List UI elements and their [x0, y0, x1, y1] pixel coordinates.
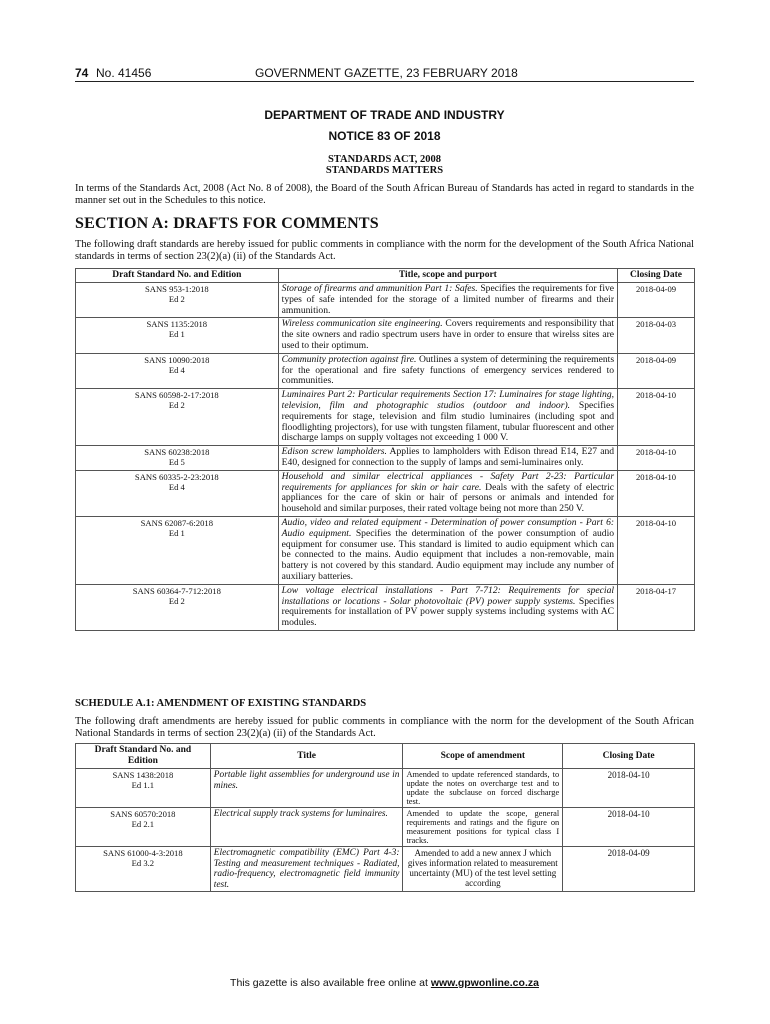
- draft-standard-cell: [76, 446, 279, 471]
- scope-text: Outlines a system of determining the requirements for the operational and fire safety functions of emergency services rendered to communities.: [281, 353, 615, 387]
- col-header-standard: Draft Standard No. and Edition: [76, 744, 211, 769]
- draft-standard-cell: [76, 353, 279, 388]
- standard-edition: Ed 4: [168, 364, 185, 375]
- table-row: [76, 847, 695, 892]
- col-header-closing-date: Closing Date: [563, 744, 695, 769]
- scope-cell: Amended to update the scope, general requirements and ratings and the figure on measurement positions for typical class I tracks.: [403, 808, 563, 847]
- standard-edition: Ed 2: [168, 400, 185, 411]
- table-row: [76, 769, 695, 808]
- title-cell: Electromagnetic compatibility (EMC) Part 4-3: Testing and measurement techniques - Radiated, radio-frequency, electromagnetic field immunity test.: [210, 847, 403, 892]
- table-row: [76, 318, 695, 353]
- title-scope-cell: [278, 446, 617, 471]
- standard-edition: Ed 2.1: [131, 819, 155, 829]
- standard-number: SANS 62087-6:2018: [140, 517, 213, 528]
- scope-text: Specifies the determination of the power consumption of audio equipment for consumer use. This standard is limited to audio equipment which can be connected to the mains. Audio equipment that includes a non-removable, main battery is not covered by this standard. Audio equipment may include any number of auxiliary batteries.: [281, 527, 615, 582]
- table-row: [76, 283, 695, 318]
- schedule-a1-intro: The following draft amendments are hereby issued for public comments in compliance with the norm for the development of the South African National Standards in terms of section 23(2)(a) (ii) of the Standards Act.: [75, 716, 694, 739]
- closing-date-cell: 2018-04-10: [563, 808, 695, 847]
- standard-edition: Ed 5: [168, 457, 185, 468]
- closing-date-cell: 2018-04-10: [618, 470, 695, 516]
- table-row: [76, 353, 695, 388]
- footer: [75, 977, 694, 989]
- table-row: [76, 389, 695, 446]
- table-row: [76, 516, 695, 584]
- closing-date-cell: 2018-04-17: [618, 584, 695, 630]
- amendments-table: [75, 743, 695, 892]
- col-header-closing-date: Closing Date: [618, 269, 695, 283]
- standard-number: SANS 61000-4-3:2018: [103, 848, 183, 858]
- intro-paragraph: In terms of the Standards Act, 2008 (Act No. 8 of 2008), the Board of the South African Bureau of Standards has acted in regard to standards in the manner set out in the Schedules to this notice.: [75, 183, 694, 206]
- header-rule: [75, 81, 694, 82]
- col-header-title: Title: [210, 744, 403, 769]
- closing-date-cell: 2018-04-03: [618, 318, 695, 353]
- title-italic: Household and similar electrical appliances - Safety Part 2-23: Particular requirements for appliances for skin or hair care.: [281, 470, 615, 493]
- section-a-heading: SECTION A: DRAFTS FOR COMMENTS: [75, 215, 379, 232]
- title-italic: Low voltage electrical installations - Part 7-712: Requirements for special installations or locations - Solar photovoltaic (PV) power supply systems.: [281, 584, 615, 607]
- title-italic: Storage of firearms and ammunition Part 1: Safes.: [281, 283, 478, 294]
- title-cell: Electrical supply track systems for luminaires.: [210, 808, 403, 847]
- table-row: [76, 446, 695, 471]
- amendments-table-header: [76, 744, 695, 769]
- draft-standard-cell: [76, 847, 211, 892]
- scope-text: Specifies requirements for installation of PV power supply systems including systems with AC modules.: [281, 595, 615, 629]
- standard-number: SANS 10090:2018: [144, 354, 210, 365]
- draft-standard-cell: [76, 389, 279, 446]
- standard-number: SANS 1135:2018: [146, 319, 208, 330]
- scope-text: Specifies requirements for stage, television and film studio luminaires (including spot and floodlighting projectors), for use with tungsten filament, tubular fluorescent and other discharge lamps on supply voltages not exceeding 1 000 V.: [281, 399, 615, 444]
- table-row: [76, 470, 695, 516]
- draft-standard-cell: [76, 516, 279, 584]
- matters-heading: STANDARDS MATTERS: [325, 165, 444, 176]
- title-scope-cell: [278, 353, 617, 388]
- standard-edition: Ed 1: [168, 527, 185, 538]
- col-header-standard: Draft Standard No. and Edition: [76, 269, 279, 283]
- standard-number: SANS 60598-2-17:2018: [134, 390, 219, 401]
- draft-standard-cell: [76, 283, 279, 318]
- draft-standard-cell: [76, 808, 211, 847]
- standard-number: SANS 60570:2018: [110, 809, 176, 819]
- title-scope-cell: [278, 470, 617, 516]
- title-italic: Audio, video and related equipment - Determination of power consumption - Part 6: Audio equipment.: [281, 516, 615, 539]
- standard-number: SANS 60364-7-712:2018: [132, 585, 221, 596]
- notice-heading: NOTICE 83 OF 2018: [328, 129, 441, 143]
- department-heading: DEPARTMENT OF TRADE AND INDUSTRY: [264, 108, 505, 122]
- table-row: [76, 808, 695, 847]
- standard-edition: Ed 3.2: [131, 858, 155, 868]
- standard-number: SANS 953-1:2018: [144, 284, 209, 294]
- standard-number: SANS 60335-2-23:2018: [134, 471, 219, 482]
- closing-date-cell: 2018-04-10: [618, 389, 695, 446]
- closing-date-cell: 2018-04-10: [618, 516, 695, 584]
- col-header-scope: Scope of amendment: [403, 744, 563, 769]
- closing-date-cell: 2018-04-09: [618, 353, 695, 388]
- title-cell: Portable light assemblies for underground use in mines.: [210, 769, 403, 808]
- section-a-intro: The following draft standards are hereby issued for public comments in compliance with the norm for the development of the South Africa National standards in terms of section 23(2)(a) (ii) of the Standards Act.: [75, 239, 694, 262]
- title-scope-cell: [278, 283, 617, 318]
- title-italic: Community protection against fire.: [281, 353, 417, 365]
- scope-text: Specifies the requirements for five types of safe intended for the storage of a limited number of firearms and their ammunition.: [281, 283, 615, 316]
- draft-standard-cell: [76, 769, 211, 808]
- title-italic: Edison screw lampholders.: [281, 446, 387, 458]
- footer-link[interactable]: www.gpwonline.co.za: [430, 977, 539, 989]
- standard-number: SANS 1438:2018: [112, 770, 174, 780]
- act-heading: STANDARDS ACT, 2008: [327, 154, 442, 165]
- standard-edition: Ed 4: [168, 481, 185, 492]
- scope-text: Covers requirements and responsibility that the site owners and radio spectrum users have in order to ensure that wirelss sites are used to their optimum.: [281, 318, 615, 351]
- page-number: 74: [75, 66, 89, 80]
- title-scope-cell: [278, 318, 617, 353]
- standard-edition: Ed 2: [168, 595, 185, 606]
- standard-edition: Ed 2: [168, 294, 185, 304]
- scope-text: Applies to lampholders with Edison thread E14, E27 and E40, designed for connection to the supply of lamps and semi-luminaires only.: [281, 446, 615, 468]
- standard-edition: Ed 1: [168, 329, 185, 340]
- scope-cell: Amended to add a new annex J which gives information related to measurement uncertainty (MU) of the test level setting according: [403, 847, 563, 892]
- title-italic: Wireless communication site engineering.: [281, 318, 443, 330]
- schedule-a1-heading: SCHEDULE A.1: AMENDMENT OF EXISTING STANDARDS: [75, 698, 367, 709]
- col-header-title: Title, scope and purport: [278, 269, 617, 283]
- standard-number: SANS 60238:2018: [144, 447, 210, 458]
- drafts-table: [75, 268, 695, 631]
- closing-date-cell: 2018-04-09: [618, 283, 695, 318]
- footer-text: This gazette is also available free online at: [230, 977, 431, 989]
- scope-cell: Amended to update referenced standards, to update the notes on overcharge test and to update the subclause on forced discharge test.: [403, 769, 563, 808]
- draft-standard-cell: [76, 470, 279, 516]
- issue-number: No. 41456: [96, 66, 152, 80]
- gazette-title: GOVERNMENT GAZETTE, 23 FEBRUARY 2018: [255, 66, 518, 80]
- title-italic: Luminaires Part 2: Particular requirements Section 17: Luminaires for stage lighting, television, film and photographic studios (outdoor and indoor).: [281, 389, 615, 411]
- title-scope-cell: [278, 584, 617, 630]
- closing-date-cell: 2018-04-10: [563, 769, 695, 808]
- standard-edition: Ed 1.1: [131, 780, 155, 790]
- draft-standard-cell: [76, 318, 279, 353]
- draft-standard-cell: [76, 584, 279, 630]
- scope-text: Deals with the safety of electric appliances for the care of skin or hair of persons or animals and intended for household and similar purposes, their rated voltage being not more than 250 V.: [281, 481, 615, 515]
- title-scope-cell: [278, 389, 617, 446]
- table-row: [76, 584, 695, 630]
- title-scope-cell: [278, 516, 617, 584]
- closing-date-cell: 2018-04-09: [563, 847, 695, 892]
- closing-date-cell: 2018-04-10: [618, 446, 695, 471]
- drafts-table-header: [76, 269, 695, 283]
